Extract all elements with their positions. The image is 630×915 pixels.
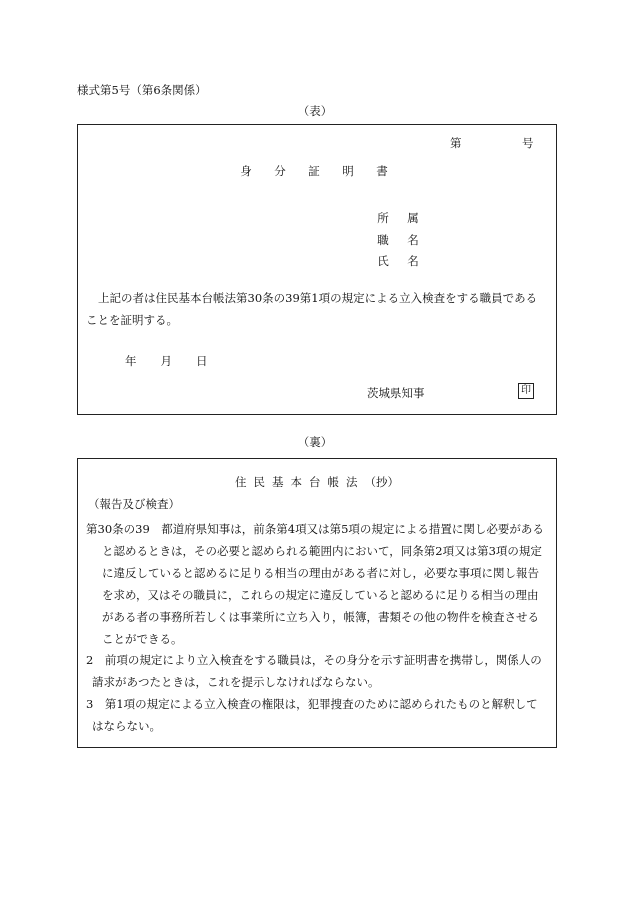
certificate-number-prefix: 第	[450, 136, 462, 150]
affiliation-label-char: 所	[377, 211, 389, 225]
paragraph-2-text: 2 前項の規定により立入検査をする職員は，その身分を示す証明書を携帯し，関係人の請求があつたときは，これを提示しなければならない。	[86, 653, 542, 689]
back-side-heading: （裏）	[297, 435, 333, 449]
issuer-title: 茨城県知事	[367, 386, 425, 400]
paragraph-3-text: 3 第1項の規定による立入検査の権限は，犯罪捜査のために認められたものと解釈してはならない。	[86, 697, 538, 733]
identification-certificate-front	[77, 124, 557, 415]
law-title-excerpt-mark: （抄）	[364, 475, 399, 489]
official-seal-mark: 印	[518, 383, 534, 399]
certificate-title	[238, 163, 390, 179]
name-label	[377, 253, 419, 269]
position-label-char: 名	[407, 233, 419, 247]
certificate-title-char: 分	[274, 164, 286, 178]
name-label-char: 氏	[377, 254, 389, 268]
certificate-title-char: 書	[376, 164, 388, 178]
certificate-title-char: 明	[342, 164, 354, 178]
name-label-char: 名	[407, 254, 419, 268]
certificate-title-char: 身	[240, 164, 252, 178]
law-title-char: 法	[346, 475, 358, 489]
affiliation-label	[377, 210, 419, 226]
law-title-char: 本	[290, 475, 302, 489]
certificate-number-suffix: 号	[522, 136, 534, 150]
law-title-char: 住	[235, 475, 247, 489]
date-month: 月	[160, 354, 172, 368]
form-number: 様式第5号（第6条関係）	[77, 83, 207, 97]
date-day: 日	[196, 354, 208, 368]
issue-date	[125, 353, 208, 369]
article-30-39-text: 第30条の39 都道府県知事は，前条第4項又は第5項の規定による措置に関し必要があると認めるときは，その必要と認められる範囲内において，同条第2項又は第3項の規定に違反していると認めるに足りる相当の理由がある者に対し，必要な事項に関し報告を求め，又はその職員に，これらの規定に違反していると認めるに足りる相当の理由がある者の事務所若しくは事業所に立ち入り，帳簿，書類その他の物件を検査させることができる。	[86, 522, 544, 646]
law-title	[78, 474, 556, 490]
date-year: 年	[125, 354, 137, 368]
law-title-char: 民	[253, 475, 265, 489]
affiliation-label-char: 属	[407, 211, 419, 225]
position-label	[377, 232, 419, 248]
identification-certificate-back	[77, 458, 557, 748]
section-heading: （報告及び検査）	[88, 497, 180, 511]
position-label-char: 職	[377, 233, 389, 247]
law-title-char: 基	[272, 475, 284, 489]
front-side-heading: （表）	[297, 104, 333, 118]
law-title-char: 帳	[327, 475, 339, 489]
law-title-char: 台	[309, 475, 321, 489]
certificate-title-char: 証	[308, 164, 320, 178]
certificate-statement: 上記の者は住民基本台帳法第30条の39第1項の規定による立入検査をする職員であることを証明する。	[86, 291, 538, 327]
